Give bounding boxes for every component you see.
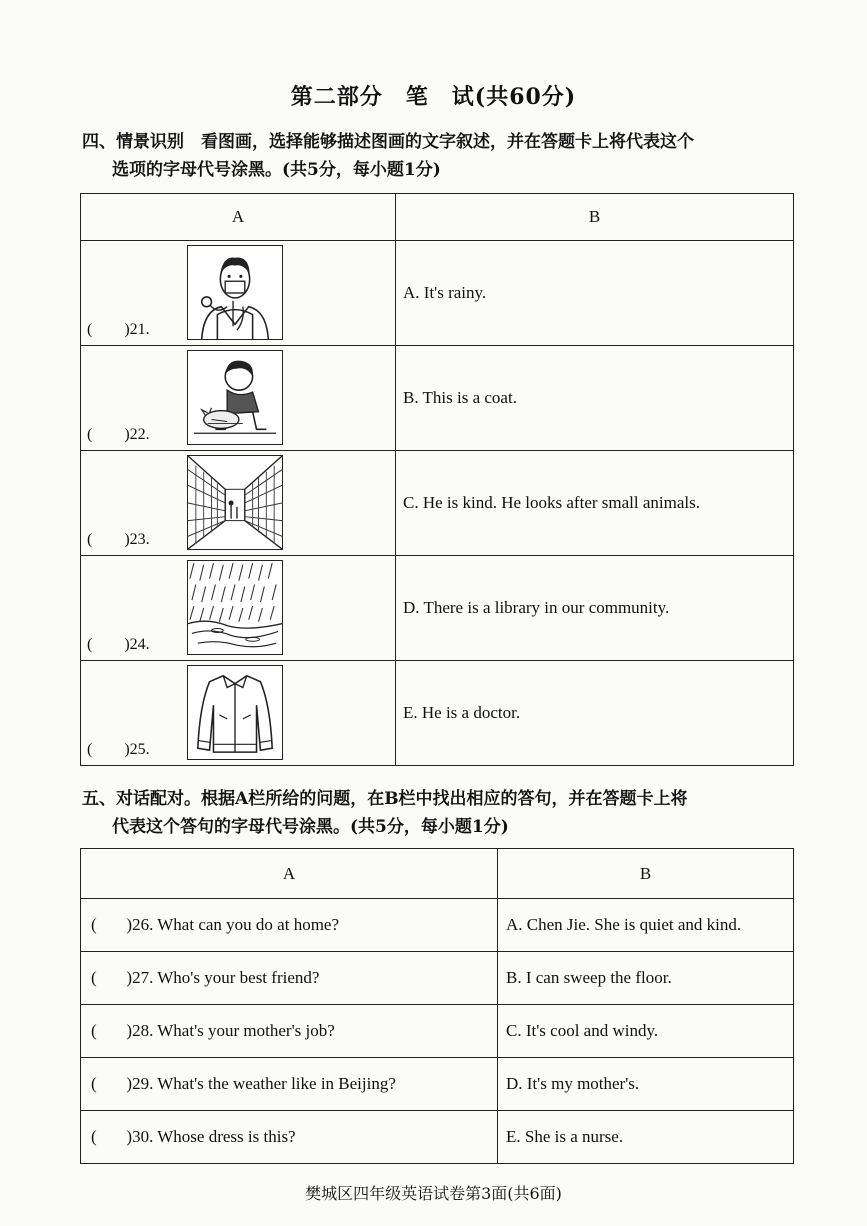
picture-matching-table [80, 193, 794, 766]
table-row [81, 451, 794, 556]
table-row [81, 346, 794, 451]
library-picture [187, 455, 283, 550]
page-title: 第二部分 笔 试(共60分) [290, 84, 577, 110]
table-row [81, 899, 794, 952]
table-row [81, 1005, 794, 1058]
section5-instruction [82, 785, 817, 841]
option-text: B. This is a coat. [396, 346, 794, 451]
section4-instruction [82, 128, 817, 184]
answer-blank-23[interactable]: ( )23. [87, 531, 150, 548]
option-text: A. It's rainy. [396, 241, 794, 346]
column-b-header: B [498, 849, 794, 899]
boy-with-cat-picture [187, 350, 283, 445]
option-text: E. He is a doctor. [396, 661, 794, 766]
option-text: C. He is kind. He looks after small animals. [396, 451, 794, 556]
answer-option: D. It's my mother's. [498, 1058, 794, 1111]
column-a-header: A [81, 194, 396, 241]
question-27[interactable]: ( )27. Who's your best friend? [81, 952, 498, 1005]
question-26[interactable]: ( )26. What can you do at home? [81, 899, 498, 952]
section5-instruction-line1: 五、对话配对。根据A栏所给的问题，在B栏中找出相应的答句，并在答题卡上将 [82, 789, 688, 809]
table-row [81, 556, 794, 661]
answer-option: B. I can sweep the floor. [498, 952, 794, 1005]
dialogue-matching-table [80, 848, 794, 1164]
column-b-header: B [396, 194, 794, 241]
table-row [81, 1058, 794, 1111]
answer-blank-25[interactable]: ( )25. [87, 741, 150, 758]
section5-instruction-line2: 代表这个答句的字母代号涂黑。(共5分，每小题1分) [112, 817, 509, 837]
question-30[interactable]: ( )30. Whose dress is this? [81, 1111, 498, 1164]
question-29[interactable]: ( )29. What's the weather like in Beijing? [81, 1058, 498, 1111]
doctor-picture [187, 245, 283, 340]
answer-option: A. Chen Jie. She is quiet and kind. [498, 899, 794, 952]
section4-instruction-line2: 选项的字母代号涂黑。(共5分，每小题1分) [112, 160, 441, 180]
answer-option: C. It's cool and windy. [498, 1005, 794, 1058]
table-row [81, 1111, 794, 1164]
coat-picture [187, 665, 283, 760]
section4-instruction-line1: 四、情景识别 看图画，选择能够描述图画的文字叙述，并在答题卡上将代表这个 [82, 132, 694, 152]
table-row [81, 952, 794, 1005]
table-row [81, 661, 794, 766]
column-a-header: A [81, 849, 498, 899]
answer-option: E. She is a nurse. [498, 1111, 794, 1164]
table-row [81, 241, 794, 346]
option-text: D. There is a library in our community. [396, 556, 794, 661]
answer-blank-21[interactable]: ( )21. [87, 321, 150, 338]
answer-blank-24[interactable]: ( )24. [87, 636, 150, 653]
question-28[interactable]: ( )28. What's your mother's job? [81, 1005, 498, 1058]
page-footer: 樊城区四年级英语试卷第3面(共6面) [305, 1184, 562, 1203]
rain-picture [187, 560, 283, 655]
answer-blank-22[interactable]: ( )22. [87, 426, 150, 443]
